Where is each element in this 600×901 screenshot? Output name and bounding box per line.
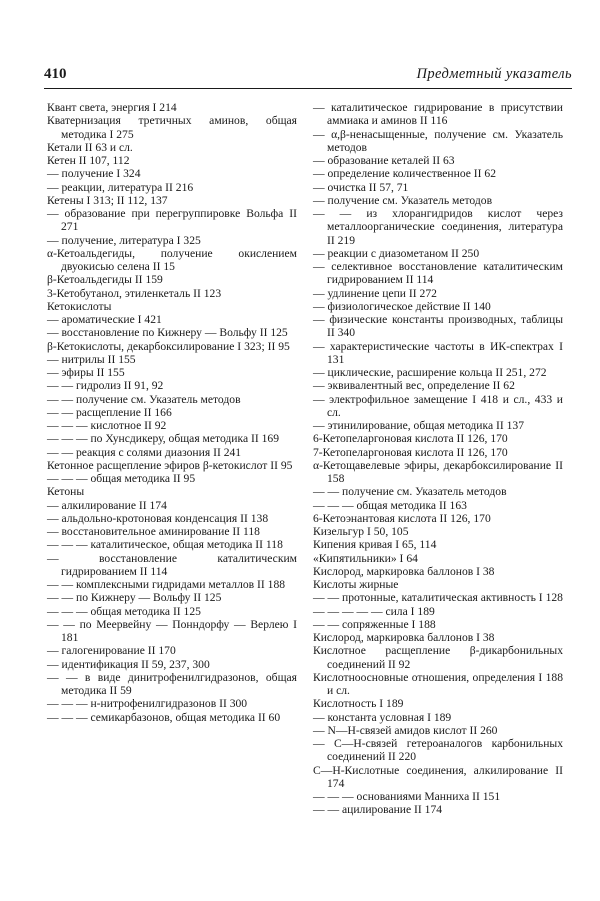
index-entry: — этинилирование, общая методика II 137	[313, 419, 525, 432]
index-entry: Кислород, маркировка баллонов I 38	[313, 631, 495, 644]
index-entry: — характеристические частоты в ИК-спектрах I 131	[313, 339, 563, 366]
index-entry: Квант света, энергия I 214	[47, 101, 177, 114]
index-entry: Кипения кривая I 65, 114	[313, 538, 437, 552]
index-entry: — — — основаниями Манниха II 151	[313, 790, 501, 803]
index-entry: — — получение см. Указатель методов	[313, 485, 507, 499]
index-entry: — реакции, литература II 216	[47, 180, 194, 194]
index-entry: — — гидролиз II 91, 92	[47, 379, 164, 393]
index-entry: — — ацилирование II 174	[313, 803, 443, 817]
index-entry: — — — кислотное II 92	[47, 419, 167, 432]
index-entry: Кетены I 313; II 112, 137	[47, 193, 168, 207]
index-entry: — — — по Хунсдикеру, общая методика II 169	[47, 432, 280, 446]
index-entry: β-Кетоальдегиды II 159	[47, 273, 163, 287]
index-entry: 7-Кетопеларгоновая кислота II 126, 170	[313, 445, 508, 459]
index-entry: — каталитическое гидрирование в присутствии аммиака и аминов II 116	[313, 101, 563, 128]
index-entry: — реакции с диазометаном II 250	[313, 246, 480, 260]
header-rule	[44, 88, 572, 89]
index-entry: — — в виде динитрофенилгидразонов, общая методика II 59	[47, 670, 297, 697]
index-entry: 3-Кетобутанол, этиленкеталь II 123	[47, 286, 222, 300]
index-entry: Кетоны	[47, 485, 85, 499]
index-entry: — алкилирование II 174	[47, 498, 167, 512]
index-entry: — образование при перегруппировке Вольфа II 271	[47, 207, 297, 234]
index-entry: — — получение см. Указатель методов	[47, 392, 241, 406]
index-entry: — α,β-ненасыщенные, получение см. Указатель методов	[313, 127, 563, 154]
index-entry: — — — общая методика II 163	[313, 498, 467, 512]
index-entry: — N—H-связей амидов кислот II 260	[313, 723, 498, 737]
index-entry: — эфиры II 155	[47, 366, 125, 379]
index-entry: — — расщепление II 166	[47, 405, 172, 419]
index-entry: — электрофильное замещение I 418 и сл., 433 и сл.	[313, 392, 563, 419]
index-entry: — получение, литература I 325	[47, 233, 201, 247]
index-entry: — восстановление каталитическим гидрированием II 114	[47, 551, 297, 578]
index-entry: — — реакция с солями диазония II 241	[47, 445, 242, 459]
index-entry: — восстановление по Кижнеру — Вольфу II 125	[47, 326, 288, 340]
index-entry: — — — семикарбазонов, общая методика II 60	[47, 710, 281, 724]
index-entry: — — по Меервейну — Понндорфу — Верлею I 181	[47, 617, 297, 644]
index-entry: Кетали II 63 и сл.	[47, 140, 133, 154]
index-entry: 6-Кетоэнантовая кислота II 126, 170	[313, 511, 491, 525]
index-entry: Кислоты жирные	[313, 578, 399, 591]
index-entry: — — — общая методика II 95	[47, 472, 196, 485]
index-entry: — альдольно-кротоновая конденсация II 138	[47, 511, 269, 525]
index-entry: — получение I 324	[47, 167, 141, 181]
index-entry: — определение количественное II 62	[313, 167, 497, 181]
index-entry: Кизельгур I 50, 105	[313, 525, 409, 538]
index-column-right	[313, 101, 563, 817]
index-entry: — физиологическое действие II 140	[313, 299, 491, 313]
index-entry: β-Кетокислоты, декарбоксилирование I 323; II 95	[47, 339, 290, 353]
running-title: Предметный указатель	[416, 66, 572, 82]
index-entry: — — — общая методика II 125	[47, 604, 201, 618]
index-entry: Кислотное расщепление β-дикарбонильных соединений II 92	[313, 644, 563, 671]
index-entry: 6-Кетопеларгоновая кислота II 126, 170	[313, 432, 508, 446]
index-entry: Кетонное расщепление эфиров β-кетокислот II 95	[47, 458, 293, 472]
index-entry: — образование кеталей II 63	[313, 154, 455, 167]
index-entry: — — — — — сила I 189	[313, 604, 435, 618]
index-entry: — — из хлорангидридов кислот через металлоорганические соединения, литература II 219	[313, 207, 563, 247]
index-entry: — — комплексными гидридами металлов II 188	[47, 578, 286, 591]
index-entry: «Кипятильники» I 64	[313, 551, 418, 565]
index-entry: — ароматические I 421	[47, 313, 162, 326]
index-entry: — — — каталитическое, общая методика II 118	[47, 538, 283, 552]
index-entry: — получение см. Указатель методов	[313, 193, 493, 207]
index-entry: — нитрилы II 155	[47, 352, 136, 366]
index-entry: — — протонные, каталитическая активность I 128	[313, 591, 563, 605]
index-entry: α-Кетощавелевые эфиры, декарбоксилирование II 158	[313, 458, 563, 485]
index-entry: — очистка II 57, 71	[313, 180, 409, 194]
index-entry: Кетен II 107, 112	[47, 154, 130, 167]
index-entry: Кетокислоты	[47, 299, 112, 313]
index-entry: — C—H-связей гетероаналогов карбонильных соединений II 220	[313, 737, 563, 764]
index-entry: Кислотноосновные отношения, определения I 188 и сл.	[313, 670, 563, 697]
index-entry: — идентификация II 59, 237, 300	[47, 657, 210, 671]
index-entry: — циклические, расширение кольца II 251, 272	[313, 366, 547, 379]
index-entry: — константа условная I 189	[313, 710, 452, 724]
index-entry: C—H-Кислотные соединения, алкилирование II 174	[313, 763, 563, 790]
index-entry: — галогенирование II 170	[47, 644, 176, 658]
index-entry: — физические константы производных, таблицы II 340	[313, 313, 563, 340]
index-column-left	[47, 101, 297, 724]
index-entry: — — — н-нитрофенилгидразонов II 300	[47, 697, 248, 711]
index-entry: — эквивалентный вес, определение II 62	[313, 379, 515, 393]
index-entry: α-Кетоальдегиды, получение окислением двуокисью селена II 15	[47, 246, 297, 273]
index-entry: — — по Кижнеру — Вольфу II 125	[47, 591, 222, 605]
index-entry: — восстановительное аминирование II 118	[47, 525, 260, 538]
page-number: 410	[44, 66, 67, 82]
index-entry: Кватернизация третичных аминов, общая методика I 275	[47, 114, 297, 141]
index-entry: — удлинение цепи II 272	[313, 286, 437, 300]
page-header	[44, 66, 572, 88]
index-entry: — — сопряженные I 188	[313, 617, 436, 631]
index-entry: Кислород, маркировка баллонов I 38	[313, 564, 495, 578]
index-entry: Кислотность I 189	[313, 697, 404, 711]
index-entry: — селективное восстановление каталитическим гидрированием II 114	[313, 260, 563, 287]
